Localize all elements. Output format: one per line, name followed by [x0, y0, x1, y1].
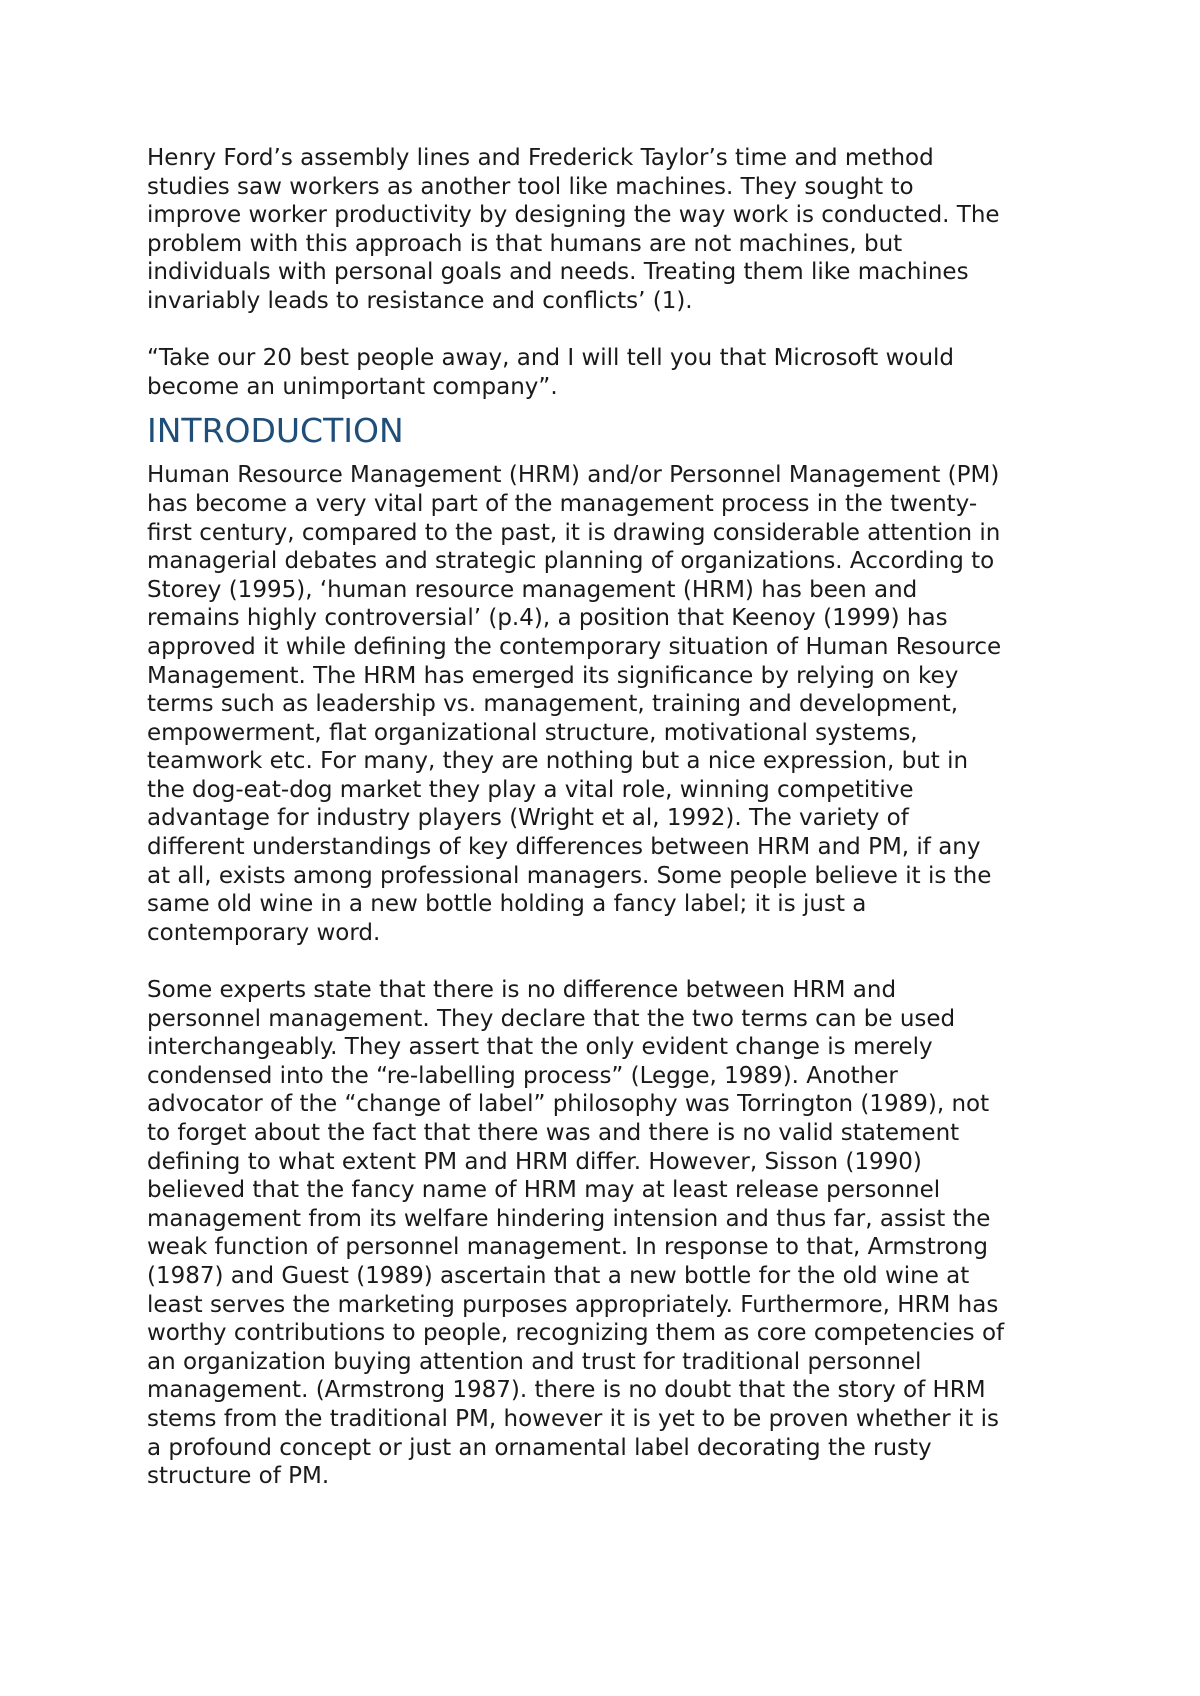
experts-paragraph: Some experts state that there is no difference between HRM and personnel management. They declare that the two terms can be used interchangeably. They assert that the only evident change is merely condensed into the “re-labelling process” (Legge, 1989). Another advocator of the “change of label” philosophy was Torrington (1989), not to forget about the fact that there was and there is no valid statement defining to what extent PM and HRM differ. However, Sisson (1990) believed that the fancy name of HRM may at least release personnel management from its welfare hindering intension and thus far, assist the weak function of personnel management. In response to that, Armstrong (1987) and Guest (1989) ascertain that a new bottle for the old wine at least serves the marketing purposes appropriately. Furthermore, HRM has worthy contributions to people, recognizing them as core competencies of an organization buying attention and trust for traditional personnel management. (Armstrong 1987). there is no doubt that the story of HRM stems from the traditional PM, however it is yet to be proven whether it is a profound concept or just an ornamental label decorating the rusty structure of PM.	[147, 977, 1005, 1490]
microsoft-quote: “Take our 20 best people away, and I will tell you that Microsoft would become an unimportant company”.	[147, 345, 955, 400]
introduction-paragraph: Human Resource Management (HRM) and/or Personnel Management (PM) has become a very vital part of the management process in the twenty- first century, compared to the past, it is drawing considerable attention in managerial debates and strategic planning of organizations. According to Storey (1995), ‘human resource management (HRM) has been and remains highly controversial’ (p.4), a position that Keenoy (1999) has approved it while defining the contemporary situation of Human Resource Management. The HRM has emerged its significance by relying on key terms such as leadership vs. management, training and development, empowerment, flat organizational structure, motivational systems, teamwork etc. For many, they are nothing but a nice expression, but in the dog-eat-dog market they play a vital role, winning competitive advantage for industry players (Wright et al, 1992). The variety of different understandings of key differences between HRM and PM, if any at all, exists among professional managers. Some people believe it is the same old wine in a new bottle holding a fancy label; it is just a contemporary word.	[147, 462, 1002, 946]
opening-paragraph: Henry Ford’s assembly lines and Frederick Taylor’s time and method studies saw workers as another tool like machines. They sought to improve worker productivity by designing the way work is conducted. The problem with this approach is that humans are not machines, but individuals with personal goals and needs. Treating them like machines invariably leads to resistance and conflicts’ (1).	[147, 145, 1000, 314]
document-body	[147, 144, 1062, 1491]
paragraph-spacer	[147, 947, 1062, 976]
section-heading-introduction: INTRODUCTION	[147, 411, 404, 451]
paragraph-spacer	[147, 316, 1062, 345]
